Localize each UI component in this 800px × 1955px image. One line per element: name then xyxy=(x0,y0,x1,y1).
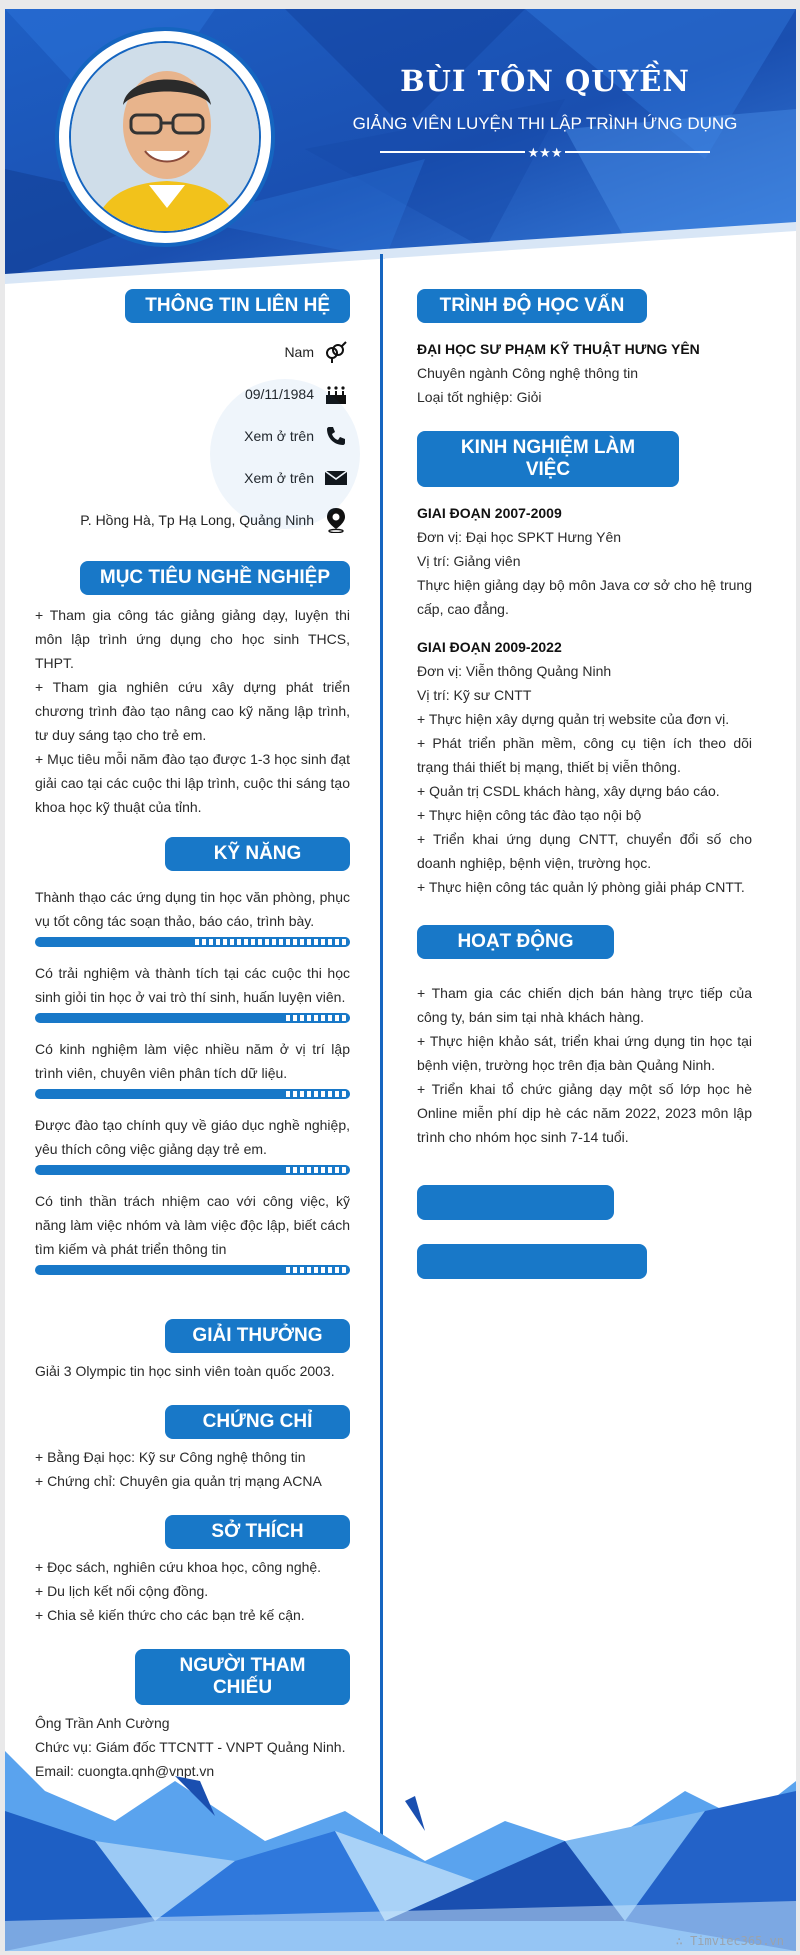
skill-item xyxy=(35,1189,350,1275)
skill-item xyxy=(35,961,350,1023)
hobby-item: + Đọc sách, nghiên cứu khoa học, công nghệ. xyxy=(35,1559,322,1575)
certificates-list xyxy=(35,1445,350,1493)
references-section-title: NGƯỜI THAM CHIẾU xyxy=(135,1649,350,1705)
skill-item xyxy=(35,1037,350,1099)
left-column xyxy=(35,289,350,1783)
period-detail: + Thực hiện công tác quản lý phòng giải pháp CNTT. xyxy=(417,879,745,895)
objective-item: + Mục tiêu mỗi năm đào tạo được 1-3 học sinh đạt giải cao tại các cuộc thi lập trình, cuộc thi sáng tạo khoa học kỹ thuật của tỉnh. xyxy=(35,751,350,815)
graduation-grade: Loại tốt nghiệp: Giỏi xyxy=(417,389,542,405)
reference-item: Email: cuongta.qnh@vnpt.vn xyxy=(35,1763,215,1779)
awards-section-title: GIẢI THƯỞNG xyxy=(165,1319,350,1353)
objective-item: + Tham gia công tác giảng giảng dạy, luyện thi môn lập trình ứng dụng cho học sinh THCS, THPT. xyxy=(35,607,350,671)
column-divider xyxy=(380,254,383,1894)
experience-period xyxy=(417,501,752,621)
skill-text: Có kinh nghiệm làm việc nhiều năm ở vị trí lập trình viên, chuyên viên phân tích dữ liệu. xyxy=(35,1041,350,1081)
skill-text: Được đào tạo chính quy về giáo dục nghề nghiệp, yêu thích công việc giảng dạy trẻ em. xyxy=(35,1117,350,1157)
skills-section-title: KỸ NĂNG xyxy=(165,837,350,871)
period-unit: Đơn vị: Viễn thông Quảng Ninh xyxy=(417,663,612,679)
hobby-item: + Du lịch kết nối cộng đồng. xyxy=(35,1583,209,1599)
school-name: ĐẠI HỌC SƯ PHẠM KỸ THUẬT HƯNG YÊN xyxy=(417,341,700,357)
major: Chuyên ngành Công nghệ thông tin xyxy=(417,365,639,381)
skill-text: Có trải nghiệm và thành tích tại các cuộc thi học sinh giỏi tin học ở vai trò thí sinh, huấn luyện viên. xyxy=(35,965,350,1005)
contact-gender xyxy=(35,331,350,373)
education-section-title: TRÌNH ĐỘ HỌC VẤN xyxy=(417,289,647,323)
skill-bar xyxy=(35,1089,350,1099)
phone-value: Xem ở trên xyxy=(244,428,314,444)
gender-value: Nam xyxy=(284,344,314,360)
period-detail: + Triển khai ứng dụng CNTT, chuyển đổi số cho doanh nghiệp, bệnh viện, trường học. xyxy=(417,831,752,871)
objective-section-title: MỤC TIÊU NGHỀ NGHIỆP xyxy=(80,561,350,595)
award-item: Giải 3 Olympic tin học sinh viên toàn quốc 2003. xyxy=(35,1363,335,1379)
period-detail: + Thực hiện xây dựng quản trị website của đơn vị. xyxy=(417,711,730,727)
profile-photo xyxy=(69,41,261,233)
skill-bar xyxy=(35,1013,350,1023)
skills-list xyxy=(35,885,350,1275)
stars-divider xyxy=(380,144,710,160)
right-column xyxy=(417,289,752,1279)
activities-section-title: HOẠT ĐỘNG xyxy=(417,925,614,959)
empty-section-title xyxy=(417,1185,614,1220)
watermark-logo xyxy=(210,379,360,529)
hobby-item: + Chia sẻ kiến thức cho các bạn trẻ kế cận. xyxy=(35,1607,305,1623)
experience-period xyxy=(417,635,752,899)
cv-page xyxy=(5,9,796,1951)
period-detail: Thực hiện giảng dạy bộ môn Java cơ sở cho hệ trung cấp, cao đẳng. xyxy=(417,577,752,617)
certificate-item: + Bằng Đại học: Kỹ sư Công nghệ thông tin xyxy=(35,1449,306,1465)
certificates-section-title: CHỨNG CHỈ xyxy=(165,1405,350,1439)
period-position: Vị trí: Giảng viên xyxy=(417,553,521,569)
skill-text: Có tinh thần trách nhiệm cao với công việc, kỹ năng làm việc nhóm và làm việc độc lập, biết cách tìm kiếm và phát triển thông tin xyxy=(35,1193,350,1257)
skill-text: Thành thạo các ứng dụng tin học văn phòng, phục vụ tốt công tác soạn thảo, báo cáo, trình bày. xyxy=(35,889,350,929)
period-unit: Đơn vị: Đại học SPKT Hưng Yên xyxy=(417,529,622,545)
period-position: Vị trí: Kỹ sư CNTT xyxy=(417,687,532,703)
experience-section-title: KINH NGHIỆM LÀM VIỆC xyxy=(417,431,679,487)
svg-text:★★★: ★★★ xyxy=(527,146,563,160)
period-detail: + Phát triển phần mềm, công cụ tiện ích theo dõi trạng thái thiết bị mạng, thiết bị viễn thông. xyxy=(417,735,752,775)
period-detail: + Thực hiện công tác đào tạo nội bộ xyxy=(417,807,642,823)
activity-item: + Tham gia các chiến dịch bán hàng trực tiếp của công ty, bán sim tại nhà khách hàng. xyxy=(417,985,752,1025)
hobbies-section-title: SỞ THÍCH xyxy=(165,1515,350,1549)
reference-item: Chức vụ: Giám đốc TTCNTT - VNPT Quảng Ninh. xyxy=(35,1739,346,1755)
objective-item: + Tham gia nghiên cứu xây dựng phát triển chương trình đào tạo nâng cao kỹ năng lập trình, tư duy sáng tạo cho trẻ em. xyxy=(35,679,350,743)
skill-bar xyxy=(35,1265,350,1275)
reference-item: Ông Trần Anh Cường xyxy=(35,1715,170,1731)
skill-bar xyxy=(35,1165,350,1175)
period-label: GIAI ĐOẠN 2007-2009 xyxy=(417,505,562,521)
birthday-value: 09/11/1984 xyxy=(244,386,314,402)
activity-item: + Triển khai tổ chức giảng dạy một số lớp học hè Online miễn phí dịp hè các năm 2022, 2023 môn lập trình cho nhóm học sinh 7-14 tuổi. xyxy=(417,1081,752,1145)
objective-list xyxy=(35,603,350,819)
footer-background xyxy=(5,1751,796,1951)
candidate-name: BÙI TÔN QUYỀN xyxy=(400,64,690,98)
skill-item xyxy=(35,885,350,947)
empty-section-title xyxy=(417,1244,647,1279)
email-value: Xem ở trên xyxy=(244,470,314,486)
education-block xyxy=(417,337,752,409)
activities-list xyxy=(417,981,752,1149)
period-detail: + Quản trị CSDL khách hàng, xây dựng báo cáo. xyxy=(417,783,720,799)
gender-icon xyxy=(322,338,350,366)
hobbies-list xyxy=(35,1555,350,1627)
candidate-title: GIẢNG VIÊN LUYỆN THI LẬP TRÌNH ỨNG DỤNG xyxy=(352,114,738,133)
skill-item xyxy=(35,1113,350,1175)
skill-bar xyxy=(35,937,350,947)
period-label: GIAI ĐOẠN 2009-2022 xyxy=(417,639,562,655)
avatar xyxy=(55,27,275,247)
address-value: P. Hồng Hà, Tp Hạ Long, Quảng Ninh xyxy=(80,512,314,528)
contact-section-title: THÔNG TIN LIÊN HỆ xyxy=(125,289,350,323)
certificate-item: + Chứng chỉ: Chuyên gia quản trị mạng ACNA xyxy=(35,1473,322,1489)
activity-item: + Thực hiện khảo sát, triển khai ứng dụng tin học tại bệnh viện, trường học trên địa bàn Quảng Ninh. xyxy=(417,1033,752,1073)
footer-brand: ∴ Timviec365.vn xyxy=(675,1934,784,1948)
